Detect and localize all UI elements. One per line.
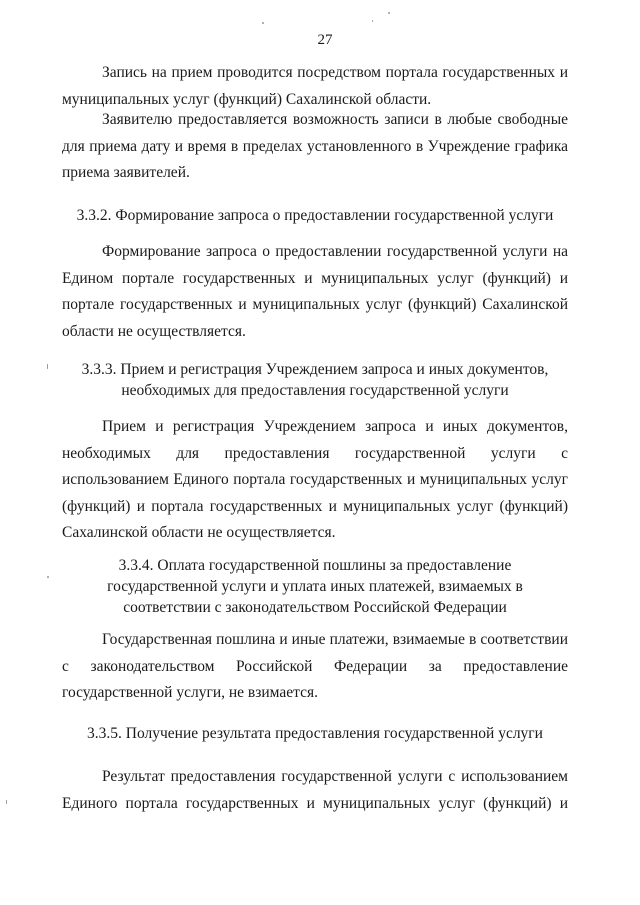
paragraph-registration: Прием и регистрация Учреждением запроса и иных документов, необходимых для предоставления государственной услуги с использованием Единого портала государственных и муниципальных услуг (функций) и портала государственных и муниципальных услуг (функций) Сахалинской области не осуществляется. [62,418,568,541]
heading-text: 3.3.2. Формирование запроса о предоставлении государственной услуги [76,207,554,224]
paragraph-state-fee: Государственная пошлина и иные платежи, взимаемые в соответствии с законодательством Российской Федерации за предоставление государственной услуги, не взимается. [62,631,568,701]
paragraph-booking: Заявителю предоставляется возможность записи в любые свободные для приема дату и время в пределах установленного в Учреждение графика приема заявителей. [62,111,568,181]
section-heading-3-3-5 [62,723,568,744]
paragraph-appointment: Запись на прием проводится посредством портала государственных и муниципальных услуг (функций) Сахалинской области. [62,64,568,108]
section-heading-3-3-4 [62,555,568,618]
heading-line: соответствии с законодательством Российской Федерации [123,599,507,616]
heading-line: необходимых для предоставления государственной услуги [121,382,509,399]
page-number: 27 [317,32,333,48]
heading-line: 3.3.3. Прием и регистрация Учреждением запроса и иных документов, [81,361,549,378]
section-heading-3-3-3 [62,359,568,401]
scan-speck [47,364,48,369]
scan-speck [372,20,373,22]
paragraph-request-formation: Формирование запроса о предоставлении государственной услуги на Едином портале государственных и муниципальных услуг (функций) и портале государственных и муниципальных услуг (функций) Сахалинской области не осуществляется. [62,243,568,340]
scan-speck [47,576,49,578]
paragraph-result: Результат предоставления государственной услуги с использованием Единого портала государственных и муниципальных услуг (функций) и [62,768,568,812]
section-heading-3-3-2 [62,205,568,226]
heading-line: государственной услуги и уплата иных платежей, взимаемых в [107,578,523,595]
scan-speck [388,12,390,14]
scan-speck [262,22,264,24]
heading-line: 3.3.4. Оплата государственной пошлины за предоставление [118,557,512,574]
heading-text: 3.3.5. Получение результата предоставления государственной услуги [87,725,543,742]
scan-speck [6,800,7,804]
